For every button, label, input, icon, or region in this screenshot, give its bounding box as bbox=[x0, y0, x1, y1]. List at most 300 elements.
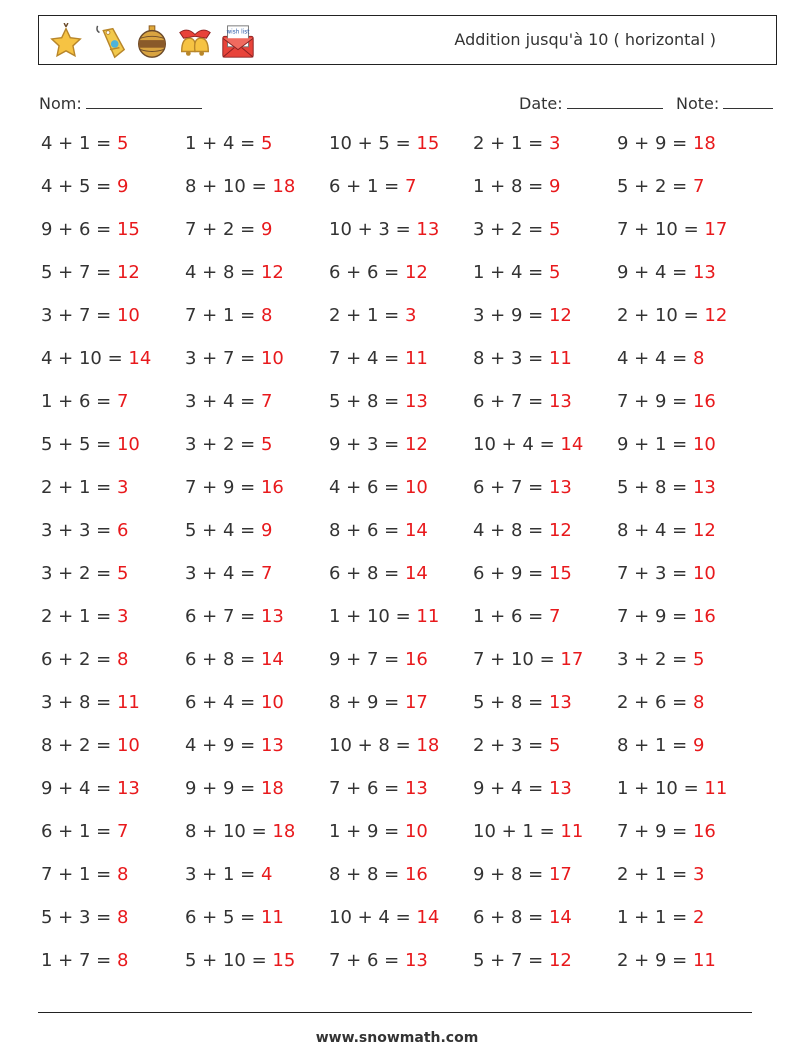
problem-question: 2 + 1 = bbox=[41, 477, 112, 498]
problem-answer: 7 bbox=[260, 391, 273, 412]
problem-row bbox=[41, 864, 761, 907]
problem-answer: 9 bbox=[548, 176, 561, 197]
date-field bbox=[519, 93, 663, 113]
problem-answer: 7 bbox=[548, 606, 561, 627]
problem-question: 4 + 10 = bbox=[41, 348, 123, 369]
problem-cell bbox=[617, 391, 716, 412]
problem-answer: 12 bbox=[116, 262, 140, 283]
problem-answer: 13 bbox=[692, 262, 716, 283]
problem-answer: 15 bbox=[548, 563, 572, 584]
problem-question: 6 + 8 = bbox=[473, 907, 544, 928]
problem-answer: 10 bbox=[260, 348, 284, 369]
problem-question: 9 + 9 = bbox=[185, 778, 256, 799]
problem-answer: 10 bbox=[116, 434, 140, 455]
problem-answer: 6 bbox=[116, 520, 129, 541]
footer-divider bbox=[38, 1012, 752, 1013]
problem-answer: 8 bbox=[116, 864, 129, 885]
problem-cell bbox=[329, 692, 428, 713]
problem-cell bbox=[185, 262, 284, 283]
problem-answer: 11 bbox=[704, 778, 728, 799]
problem-question: 7 + 1 = bbox=[41, 864, 112, 885]
problem-question: 5 + 8 = bbox=[617, 477, 688, 498]
problem-question: 1 + 8 = bbox=[473, 176, 544, 197]
problem-cell bbox=[185, 563, 272, 584]
worksheet-title: Addition jusqu'à 10 ( horizontal ) bbox=[454, 30, 716, 49]
problem-question: 5 + 2 = bbox=[617, 176, 688, 197]
note-field bbox=[676, 93, 773, 113]
problem-cell bbox=[473, 348, 572, 369]
problem-question: 3 + 9 = bbox=[473, 305, 544, 326]
problem-answer: 16 bbox=[260, 477, 284, 498]
problem-cell bbox=[473, 692, 572, 713]
problem-cell bbox=[473, 176, 560, 197]
problem-question: 1 + 4 = bbox=[185, 133, 256, 154]
problem-cell bbox=[41, 778, 140, 799]
problem-cell bbox=[329, 864, 428, 885]
problem-question: 6 + 7 = bbox=[473, 477, 544, 498]
problem-question: 4 + 6 = bbox=[329, 477, 400, 498]
wish-list-text: wish list bbox=[226, 29, 250, 36]
problem-row bbox=[41, 649, 761, 692]
problem-question: 3 + 8 = bbox=[41, 692, 112, 713]
problem-answer: 2 bbox=[692, 907, 705, 928]
problem-cell bbox=[41, 606, 128, 627]
problem-answer: 18 bbox=[692, 133, 716, 154]
problem-question: 7 + 6 = bbox=[329, 950, 400, 971]
problem-row bbox=[41, 434, 761, 477]
problem-question: 7 + 6 = bbox=[329, 778, 400, 799]
problem-row bbox=[41, 735, 761, 778]
problem-cell bbox=[617, 821, 716, 842]
problem-cell bbox=[185, 176, 295, 197]
problem-cell bbox=[473, 563, 572, 584]
problem-answer: 7 bbox=[692, 176, 705, 197]
problem-question: 9 + 1 = bbox=[617, 434, 688, 455]
problem-cell bbox=[617, 434, 716, 455]
problem-cell bbox=[41, 692, 140, 713]
problem-answer: 17 bbox=[560, 649, 584, 670]
problem-answer: 13 bbox=[548, 477, 572, 498]
problem-answer: 5 bbox=[692, 649, 705, 670]
problem-cell bbox=[617, 219, 727, 240]
problem-question: 1 + 1 = bbox=[617, 907, 688, 928]
problem-answer: 13 bbox=[548, 692, 572, 713]
star-icon bbox=[47, 23, 85, 61]
problem-question: 8 + 4 = bbox=[617, 520, 688, 541]
problem-question: 4 + 4 = bbox=[617, 348, 688, 369]
problem-answer: 9 bbox=[260, 520, 273, 541]
problem-answer: 16 bbox=[692, 606, 716, 627]
problem-question: 3 + 2 = bbox=[185, 434, 256, 455]
problem-answer: 13 bbox=[692, 477, 716, 498]
problem-question: 5 + 8 = bbox=[329, 391, 400, 412]
problem-cell bbox=[41, 262, 140, 283]
problem-cell bbox=[473, 520, 572, 541]
problem-cell bbox=[41, 821, 128, 842]
name-field bbox=[39, 93, 202, 113]
problem-answer: 3 bbox=[404, 305, 417, 326]
problem-answer: 13 bbox=[404, 391, 428, 412]
problem-answer: 17 bbox=[404, 692, 428, 713]
problem-answer: 18 bbox=[272, 821, 296, 842]
ornament-ball-icon bbox=[133, 23, 171, 61]
problem-question: 5 + 7 = bbox=[41, 262, 112, 283]
problem-cell bbox=[329, 305, 416, 326]
problem-cell bbox=[329, 477, 428, 498]
problem-cell bbox=[185, 391, 272, 412]
problem-cell bbox=[185, 821, 295, 842]
problem-answer: 8 bbox=[116, 950, 129, 971]
problem-question: 6 + 8 = bbox=[185, 649, 256, 670]
problem-question: 10 + 4 = bbox=[329, 907, 411, 928]
problem-answer: 11 bbox=[416, 606, 440, 627]
problem-answer: 12 bbox=[548, 305, 572, 326]
gift-tag-icon bbox=[90, 23, 128, 61]
problem-answer: 5 bbox=[548, 735, 561, 756]
problem-cell bbox=[473, 133, 560, 154]
problem-answer: 14 bbox=[404, 563, 428, 584]
problem-cell bbox=[473, 821, 583, 842]
problem-answer: 7 bbox=[260, 563, 273, 584]
bells-icon bbox=[176, 23, 214, 61]
problem-cell bbox=[41, 907, 128, 928]
problem-cell bbox=[185, 907, 284, 928]
problem-cell bbox=[185, 649, 284, 670]
problem-question: 9 + 6 = bbox=[41, 219, 112, 240]
problem-question: 3 + 7 = bbox=[41, 305, 112, 326]
problem-cell bbox=[41, 176, 128, 197]
problem-question: 2 + 1 = bbox=[473, 133, 544, 154]
problem-question: 4 + 9 = bbox=[185, 735, 256, 756]
problem-cell bbox=[473, 434, 583, 455]
problem-question: 1 + 9 = bbox=[329, 821, 400, 842]
problem-answer: 8 bbox=[260, 305, 273, 326]
problem-answer: 7 bbox=[404, 176, 417, 197]
problem-answer: 18 bbox=[272, 176, 296, 197]
problem-answer: 11 bbox=[116, 692, 140, 713]
problem-row bbox=[41, 391, 761, 434]
problem-cell bbox=[185, 520, 272, 541]
problem-row bbox=[41, 606, 761, 649]
problem-cell bbox=[617, 305, 727, 326]
problem-cell bbox=[473, 606, 560, 627]
problem-answer: 16 bbox=[404, 864, 428, 885]
problem-answer: 11 bbox=[260, 907, 284, 928]
problem-row bbox=[41, 950, 761, 993]
problem-question: 2 + 1 = bbox=[329, 305, 400, 326]
problem-cell bbox=[329, 950, 428, 971]
problem-question: 8 + 2 = bbox=[41, 735, 112, 756]
problem-answer: 17 bbox=[548, 864, 572, 885]
problem-question: 8 + 1 = bbox=[617, 735, 688, 756]
problem-cell bbox=[617, 520, 716, 541]
problem-question: 3 + 2 = bbox=[473, 219, 544, 240]
problem-cell bbox=[41, 133, 128, 154]
problem-question: 3 + 3 = bbox=[41, 520, 112, 541]
problem-answer: 13 bbox=[416, 219, 440, 240]
problem-cell bbox=[617, 864, 704, 885]
problem-cell bbox=[329, 606, 439, 627]
problem-question: 6 + 4 = bbox=[185, 692, 256, 713]
problem-answer: 13 bbox=[548, 391, 572, 412]
problem-cell bbox=[41, 735, 140, 756]
problem-question: 6 + 5 = bbox=[185, 907, 256, 928]
problem-answer: 14 bbox=[548, 907, 572, 928]
problem-cell bbox=[329, 735, 439, 756]
problem-question: 1 + 10 = bbox=[329, 606, 411, 627]
problem-cell bbox=[473, 778, 572, 799]
problem-row bbox=[41, 477, 761, 520]
problem-question: 3 + 7 = bbox=[185, 348, 256, 369]
problem-question: 1 + 6 = bbox=[473, 606, 544, 627]
problem-answer: 10 bbox=[692, 563, 716, 584]
problem-question: 5 + 8 = bbox=[473, 692, 544, 713]
problem-answer: 13 bbox=[260, 735, 284, 756]
problem-cell bbox=[473, 907, 572, 928]
problem-answer: 16 bbox=[692, 391, 716, 412]
problem-cell bbox=[329, 778, 428, 799]
problem-question: 7 + 3 = bbox=[617, 563, 688, 584]
problem-question: 9 + 8 = bbox=[473, 864, 544, 885]
problem-cell bbox=[185, 950, 295, 971]
problem-cell bbox=[329, 133, 439, 154]
problem-question: 2 + 3 = bbox=[473, 735, 544, 756]
problem-answer: 14 bbox=[560, 434, 584, 455]
problem-cell bbox=[617, 692, 704, 713]
problem-cell bbox=[41, 219, 140, 240]
problem-question: 9 + 4 = bbox=[617, 262, 688, 283]
problem-answer: 12 bbox=[692, 520, 716, 541]
problem-answer: 11 bbox=[560, 821, 584, 842]
problem-answer: 5 bbox=[260, 434, 273, 455]
problem-question: 7 + 4 = bbox=[329, 348, 400, 369]
problem-question: 8 + 6 = bbox=[329, 520, 400, 541]
problem-answer: 13 bbox=[116, 778, 140, 799]
problem-row bbox=[41, 133, 761, 176]
problem-cell bbox=[185, 864, 272, 885]
problem-question: 5 + 4 = bbox=[185, 520, 256, 541]
problem-cell bbox=[329, 348, 428, 369]
problem-cell bbox=[617, 348, 704, 369]
problem-question: 3 + 4 = bbox=[185, 563, 256, 584]
problem-question: 6 + 7 = bbox=[185, 606, 256, 627]
problem-question: 6 + 9 = bbox=[473, 563, 544, 584]
problem-cell bbox=[185, 434, 272, 455]
problem-cell bbox=[185, 477, 284, 498]
problem-cell bbox=[617, 735, 704, 756]
problem-answer: 14 bbox=[260, 649, 284, 670]
problem-row bbox=[41, 262, 761, 305]
wish-list-envelope-icon bbox=[219, 23, 257, 61]
problem-question: 6 + 8 = bbox=[329, 563, 400, 584]
problem-cell bbox=[185, 692, 284, 713]
problem-answer: 10 bbox=[404, 821, 428, 842]
problem-row bbox=[41, 778, 761, 821]
problem-row bbox=[41, 305, 761, 348]
problem-cell bbox=[617, 907, 704, 928]
problem-answer: 8 bbox=[692, 692, 705, 713]
problem-question: 10 + 4 = bbox=[473, 434, 555, 455]
problem-cell bbox=[329, 520, 428, 541]
problem-answer: 5 bbox=[260, 133, 273, 154]
problem-answer: 10 bbox=[404, 477, 428, 498]
problem-cell bbox=[185, 219, 272, 240]
problem-cell bbox=[329, 563, 428, 584]
problem-question: 10 + 5 = bbox=[329, 133, 411, 154]
problem-answer: 5 bbox=[548, 262, 561, 283]
problem-question: 2 + 1 = bbox=[41, 606, 112, 627]
name-label: Nom: bbox=[39, 94, 82, 113]
problem-cell bbox=[41, 348, 151, 369]
problem-answer: 10 bbox=[692, 434, 716, 455]
problem-cell bbox=[329, 176, 416, 197]
problem-answer: 5 bbox=[116, 133, 129, 154]
problem-answer: 16 bbox=[692, 821, 716, 842]
problem-cell bbox=[41, 391, 128, 412]
problem-answer: 3 bbox=[692, 864, 705, 885]
problem-cell bbox=[617, 606, 716, 627]
problem-cell bbox=[41, 864, 128, 885]
footer-url: www.snowmath.com bbox=[315, 1030, 479, 1046]
problem-question: 1 + 10 = bbox=[617, 778, 699, 799]
problem-question: 2 + 6 = bbox=[617, 692, 688, 713]
problem-question: 6 + 1 = bbox=[41, 821, 112, 842]
problem-row bbox=[41, 520, 761, 563]
problem-answer: 18 bbox=[416, 735, 440, 756]
problem-answer: 11 bbox=[404, 348, 428, 369]
problem-answer: 7 bbox=[116, 821, 129, 842]
problem-answer: 16 bbox=[404, 649, 428, 670]
problem-answer: 14 bbox=[404, 520, 428, 541]
problem-answer: 15 bbox=[116, 219, 140, 240]
problem-cell bbox=[473, 950, 572, 971]
problem-cell bbox=[617, 477, 716, 498]
problem-answer: 12 bbox=[404, 262, 428, 283]
problem-answer: 5 bbox=[116, 563, 129, 584]
problem-cell bbox=[473, 391, 572, 412]
problem-cell bbox=[329, 219, 439, 240]
problem-cell bbox=[41, 305, 140, 326]
problem-cell bbox=[617, 262, 716, 283]
problem-answer: 7 bbox=[116, 391, 129, 412]
problem-answer: 15 bbox=[416, 133, 440, 154]
problem-cell bbox=[617, 133, 716, 154]
name-blank-line bbox=[86, 93, 202, 109]
problem-cell bbox=[329, 262, 428, 283]
problem-row bbox=[41, 348, 761, 391]
problem-question: 3 + 2 = bbox=[617, 649, 688, 670]
problem-question: 8 + 3 = bbox=[473, 348, 544, 369]
problem-question: 5 + 10 = bbox=[185, 950, 267, 971]
problem-answer: 18 bbox=[260, 778, 284, 799]
problem-cell bbox=[41, 477, 128, 498]
problem-question: 2 + 9 = bbox=[617, 950, 688, 971]
problem-question: 4 + 8 = bbox=[473, 520, 544, 541]
problem-question: 7 + 9 = bbox=[617, 391, 688, 412]
problem-answer: 10 bbox=[116, 735, 140, 756]
problem-cell bbox=[41, 950, 128, 971]
problem-question: 9 + 4 = bbox=[41, 778, 112, 799]
problem-cell bbox=[617, 563, 716, 584]
problem-question: 3 + 4 = bbox=[185, 391, 256, 412]
problem-answer: 12 bbox=[704, 305, 728, 326]
problem-question: 7 + 9 = bbox=[617, 606, 688, 627]
problem-answer: 13 bbox=[260, 606, 284, 627]
problem-answer: 8 bbox=[692, 348, 705, 369]
problem-answer: 12 bbox=[548, 950, 572, 971]
problem-question: 6 + 6 = bbox=[329, 262, 400, 283]
problem-answer: 11 bbox=[692, 950, 716, 971]
problem-answer: 13 bbox=[404, 778, 428, 799]
problem-cell bbox=[329, 649, 428, 670]
problem-answer: 4 bbox=[260, 864, 273, 885]
problem-answer: 17 bbox=[704, 219, 728, 240]
problem-question: 4 + 5 = bbox=[41, 176, 112, 197]
problem-cell bbox=[473, 649, 583, 670]
problem-answer: 14 bbox=[128, 348, 152, 369]
problem-answer: 14 bbox=[416, 907, 440, 928]
problem-cell bbox=[473, 305, 572, 326]
note-blank-line bbox=[723, 93, 773, 109]
problem-answer: 13 bbox=[548, 778, 572, 799]
problem-question: 4 + 8 = bbox=[185, 262, 256, 283]
problem-question: 9 + 9 = bbox=[617, 133, 688, 154]
problem-question: 10 + 1 = bbox=[473, 821, 555, 842]
problem-answer: 13 bbox=[404, 950, 428, 971]
problem-row bbox=[41, 907, 761, 950]
problem-cell bbox=[329, 821, 428, 842]
problem-answer: 12 bbox=[404, 434, 428, 455]
problem-question: 4 + 1 = bbox=[41, 133, 112, 154]
problem-question: 10 + 8 = bbox=[329, 735, 411, 756]
problem-row bbox=[41, 821, 761, 864]
problem-row bbox=[41, 563, 761, 606]
problem-answer: 3 bbox=[548, 133, 561, 154]
note-label: Note: bbox=[676, 94, 720, 113]
problem-question: 8 + 8 = bbox=[329, 864, 400, 885]
problem-cell bbox=[617, 176, 704, 197]
problem-cell bbox=[329, 434, 428, 455]
problem-cell bbox=[617, 778, 727, 799]
header-icons bbox=[47, 22, 257, 62]
problem-question: 2 + 10 = bbox=[617, 305, 699, 326]
problem-question: 6 + 7 = bbox=[473, 391, 544, 412]
problem-cell bbox=[473, 219, 560, 240]
problem-cell bbox=[617, 950, 716, 971]
problem-question: 5 + 3 = bbox=[41, 907, 112, 928]
problem-row bbox=[41, 692, 761, 735]
problem-question: 2 + 1 = bbox=[617, 864, 688, 885]
problem-question: 6 + 2 = bbox=[41, 649, 112, 670]
problem-answer: 10 bbox=[260, 692, 284, 713]
problem-cell bbox=[617, 649, 704, 670]
problem-question: 5 + 5 = bbox=[41, 434, 112, 455]
problem-cell bbox=[185, 606, 284, 627]
problem-answer: 10 bbox=[116, 305, 140, 326]
problem-cell bbox=[185, 735, 284, 756]
problem-question: 8 + 9 = bbox=[329, 692, 400, 713]
problem-answer: 9 bbox=[116, 176, 129, 197]
problem-question: 9 + 3 = bbox=[329, 434, 400, 455]
problem-question: 9 + 4 = bbox=[473, 778, 544, 799]
problem-question: 3 + 2 = bbox=[41, 563, 112, 584]
problem-cell bbox=[41, 649, 128, 670]
problem-cell bbox=[329, 391, 428, 412]
problem-answer: 11 bbox=[548, 348, 572, 369]
problem-cell bbox=[185, 305, 272, 326]
problem-answer: 8 bbox=[116, 907, 129, 928]
problem-cell bbox=[41, 563, 128, 584]
